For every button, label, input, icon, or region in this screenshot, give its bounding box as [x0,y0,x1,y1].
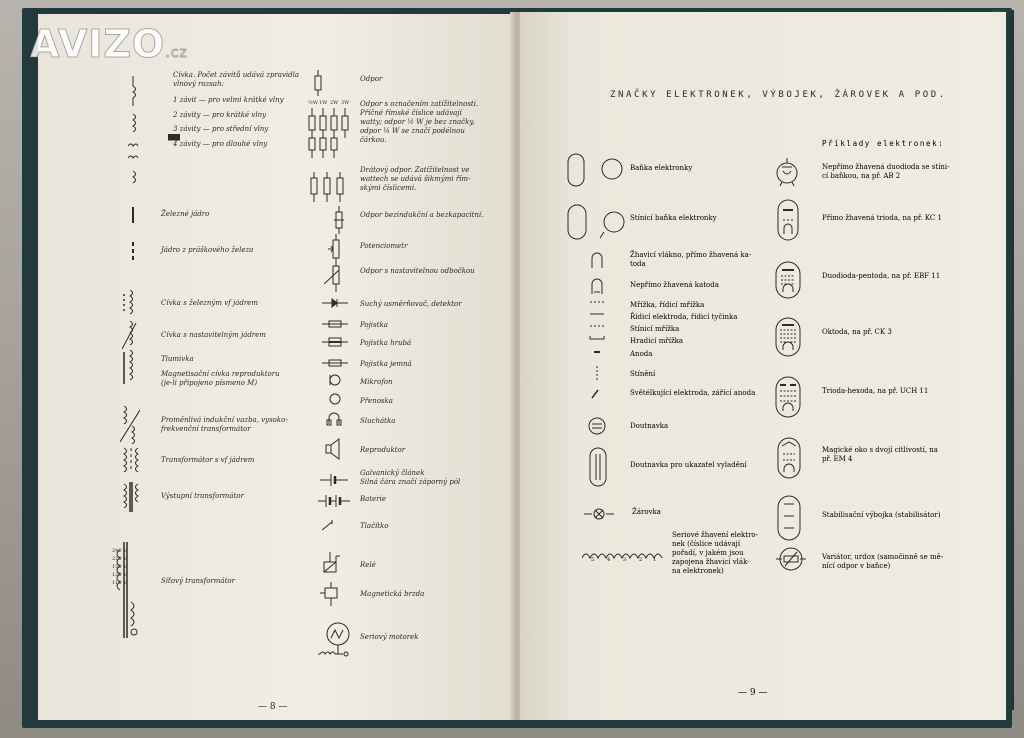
label-stabilisator: Stabilisační výbojka (stabilisátor) [822,511,941,519]
iron-core-symbol [130,207,136,223]
rated-resistors-symbol [308,108,350,158]
label-pojistka: Pojistka [360,321,388,329]
noninductive-resistor-symbol [334,206,344,234]
triode-tube-icon [776,196,800,244]
label-zarovka: Žárovka [632,508,661,516]
label-zhavici-vlakno: Žhavicí vlákno, přímo žhavená ka- toda [630,251,752,268]
shielded-envelope-symbol [566,202,626,242]
voltage-220: 220 V [112,556,127,562]
label-sitovy: Síťový transformátor [161,577,235,585]
label-potenciometr: Potenciometr [360,242,408,250]
left-page [38,14,513,720]
label-civka-nastav: Cívka s nastavitelným jádrem [161,331,266,339]
filament-symbol [590,252,604,268]
cell-symbol [320,473,348,487]
label-banka: Baňka elektronky [630,164,693,172]
stabiliser-tube-icon [776,494,802,542]
left-page-number: — 8 — [258,702,288,712]
variator-tube-icon [776,546,806,572]
label-jadro-prasek: Jádro z práškového železa [161,246,254,254]
label-tlumivka: Tlumivka [161,355,194,363]
watermark-brand: AVIZO [30,22,166,66]
series-motor-symbol [318,616,358,662]
voltage-150: 150 V [112,564,127,570]
cathode-symbol [590,278,604,294]
voltage-240: 240 V [112,548,127,554]
magic-eye-tube-icon [776,436,802,480]
powder-core-symbol [130,242,136,262]
pentode-tube-icon [774,260,802,300]
coil-adjustable-symbol [122,321,138,351]
label-doutnavka-ukazatel: Doutnavka pro ukazatel vyladění [630,461,747,469]
label-galvanicky: Galvanický článek Silná čára značí záporný pól [360,469,461,486]
label-hradici-mrizka: Hradicí mřížka [630,337,684,345]
label-usmernovac: Suchý usměrňovač, detektor [360,300,462,308]
glow-electrode-symbol [590,386,602,400]
watt-mark-1: 1W [319,100,328,106]
relay-symbol [320,552,344,580]
coil-symbols [126,76,140,186]
label-odpor: Odpor [360,75,383,83]
watermark-logo [30,22,188,66]
octode-tube-icon [774,316,802,358]
triode-hexode-tube-icon [774,375,802,419]
choke-symbol [122,350,138,390]
label-vystupni: Výstupní transformátor [161,492,244,500]
rectifier-symbol [322,298,348,308]
label-trioda-hexoda: Trioda-hexoda, na př. UCH 11 [822,387,929,395]
coil-tag [168,134,180,142]
label-magnetisacni: Magnetisační cívka reproduktoru (je-li připojeno písmeno M) [161,370,280,387]
label-duodioda-pentoda: Duodioda-pentoda, na př. EBF 11 [822,272,941,280]
right-page [520,12,1006,720]
label-sluchatka: Sluchátka [360,417,396,425]
right-page-title: ZNAČKY ELEKTRONEK, VÝBOJEK, ŽÁROVEK A POD. [610,90,947,100]
series-num-3: 3 [623,557,627,563]
label-civka-vf-jadro: Cívka s železným vf jádrem [161,299,258,307]
label-promenliva-vazba: Proměnlivá indukční vazba, vysoko- frekvenční transformátor [161,416,288,433]
glow-lamp-symbol [587,416,607,436]
label-magicke-oko: Magické oko s dvojí citlivostí, na př. EM 4 [822,446,938,463]
shielding-symbol [594,366,600,380]
battery-symbol [318,494,350,508]
label-trioda: Přímo žhavená trioda, na př. KC 1 [822,214,942,222]
label-stinici-mrizka: Stínicí mřížka [630,325,680,333]
label-3-zavity: 3 závity — pro střední vlny [173,125,269,133]
label-oktoda: Oktoda, na př. CK 3 [822,328,892,336]
watt-mark-3: 3W [341,100,350,106]
label-2-zavity: 2 závity — pro krátké vlny [173,111,267,119]
label-pojistka-jemna: Pojistka jemná [360,360,412,368]
label-variator: Variátor, urdox (samočinně se mě- nící odpor v baňce) [822,553,944,570]
pickup-symbol [328,392,342,406]
label-1-zavit: 1 závit — pro velmi krátké vlny [173,96,284,104]
wire-resistors-symbol [310,172,346,202]
label-seriove-zhaveni: Seriové žhavení elektro- nek (číslice udávají pořadí, v jakém jsou zapojena žhavicí vlák- na elektronek) [672,531,759,575]
label-4-zavity: 4 závity — pro dlouhé vlny [173,140,268,148]
electrode-symbols [588,298,606,358]
label-pojistka-hruba: Pojistka hrubá [360,339,412,347]
label-mikrofon: Mikrofon [360,378,393,386]
label-doutnavka: Doutnavka [630,422,669,430]
label-prenoska: Přenoska [360,397,393,405]
bulb-symbol [584,508,614,520]
fuse-symbol [322,319,348,329]
variable-coupling-symbol [120,406,140,446]
label-mrizka: Mřížka, řídicí mřížka [630,301,705,309]
label-tlacitko: Tlačítko [360,522,389,530]
right-page-subtitle: Příklady elektronek: [822,139,945,148]
label-magneticka-brzda: Magnetická brzda [360,590,425,598]
label-neprimo-katoda: Nepřímo žhavená katoda [630,281,719,289]
label-svetelkujici: Světélkující elektroda, zářící anoda [630,389,756,397]
series-num-2: 2 [639,557,643,563]
transformer-vf-symbol [120,446,142,476]
tapped-resistor-symbol [324,260,344,292]
fuse-coarse-symbol [322,337,348,347]
headphones-symbol [326,412,342,426]
output-transformer-symbol [120,482,142,514]
label-ridici-elektroda: Řídicí elektroda, řídicí tyčinka [630,313,738,321]
fuse-fine-symbol [322,358,348,368]
pushbutton-symbol [322,520,342,532]
right-page-number: — 9 — [738,688,768,698]
duodiode-tube-icon [774,158,800,188]
series-num-4: 4 [607,557,611,563]
tuning-indicator-symbol [588,446,608,490]
label-odpor-zatizitelnost: Odpor s označením zatížitelnosti. Příčné římské číslice udávají watty; odpor ½ W je bez značky, odpor ¼ W se značí podélnou čárkou. [360,100,479,144]
voltage-120: 120 V [112,572,127,578]
label-zelezne-jadro: Železné jádro [161,210,210,218]
label-rele: Relé [360,561,376,569]
label-civka: Cívka. Počet závitů udává zpravidla vlnový rozsah: [173,71,300,88]
label-dratovy-odpor: Drátový odpor. Zatížitelnost ve wattech se udává šikmými řím- skými číslicemi. [360,166,471,192]
label-transformator-vf: Transformátor s vf jádrem [161,456,255,464]
tube-envelope-symbol [566,152,626,188]
label-baterie: Baterie [360,495,387,503]
label-reproduktor: Reproduktor [360,446,406,454]
label-seriovy-motorek: Seriový motorek [360,633,419,641]
resistor-symbol [314,70,322,96]
coil-iron-core-symbol [122,290,138,318]
speaker-symbol [324,438,344,460]
label-anoda: Anoda [630,350,653,358]
label-duodioda: Nepřímo žhavená duodioda se stíni- cí baňkou, na př. AB 2 [822,163,950,180]
label-odbocka: Odpor s nastavitelnou odbočkou [360,267,475,275]
series-num-5: 5 [591,557,595,563]
voltage-110: 110 V [112,580,127,586]
label-bezindukcni: Odpor bezindukční a bezkapacitní. [360,211,484,219]
watt-mark-2: 2W [330,100,339,106]
magnetic-brake-symbol [320,582,344,606]
microphone-symbol [328,373,342,387]
watermark-suffix: .cz [165,45,188,61]
label-stineni: Stínění [630,370,656,378]
watt-mark-half: ½W [308,100,318,106]
series-num-1: 1 [653,557,657,563]
label-stinici-banka: Stínicí baňka elektronky [630,214,717,222]
